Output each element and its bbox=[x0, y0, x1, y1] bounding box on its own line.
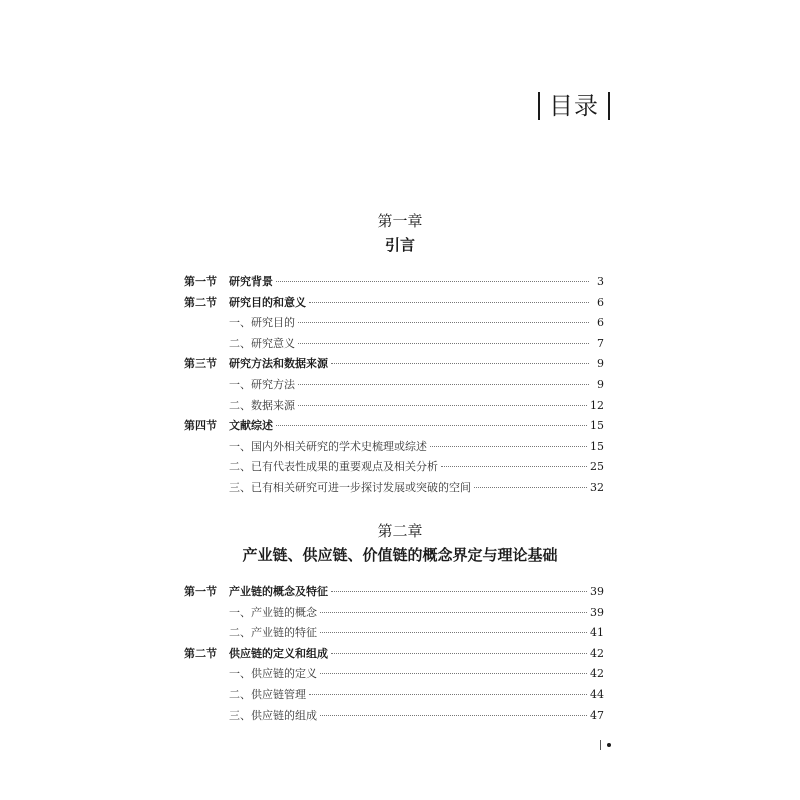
chapter-2-entries bbox=[184, 582, 604, 726]
toc-section-entry[interactable] bbox=[184, 644, 604, 665]
page-number: 12 bbox=[590, 398, 604, 412]
toc-subsection-entry[interactable] bbox=[184, 623, 604, 644]
toc-section-entry[interactable] bbox=[184, 293, 604, 314]
toc-subsection-entry[interactable] bbox=[184, 375, 604, 396]
page-number: 3 bbox=[597, 275, 604, 288]
entry-title: 一、供应链的定义 bbox=[229, 667, 317, 681]
dot-leader bbox=[441, 466, 587, 467]
page-number: 15 bbox=[590, 439, 604, 453]
toc-subsection-entry[interactable] bbox=[184, 478, 604, 499]
entry-title: 三、已有相关研究可进一步探讨发展或突破的空间 bbox=[229, 480, 471, 494]
toc-title: 目录 bbox=[549, 92, 599, 120]
page-number: 7 bbox=[597, 336, 604, 350]
page-number: 42 bbox=[590, 646, 604, 660]
entry-title: 文献综述 bbox=[229, 419, 273, 433]
dot-leader bbox=[331, 363, 589, 364]
toc-heading bbox=[538, 92, 610, 120]
chapter-1-heading bbox=[0, 210, 800, 256]
toc-subsection-entry[interactable] bbox=[184, 396, 604, 417]
dot-leader bbox=[298, 384, 589, 385]
dot-leader bbox=[320, 673, 587, 674]
toc-subsection-entry[interactable] bbox=[184, 457, 604, 478]
toc-subsection-entry[interactable] bbox=[184, 603, 604, 624]
entry-title: 研究方法和数据来源 bbox=[229, 357, 328, 371]
page-number: 9 bbox=[597, 357, 604, 371]
page-number: 39 bbox=[590, 605, 604, 619]
page-number: 6 bbox=[597, 295, 604, 309]
dot-leader bbox=[276, 281, 589, 282]
dot-leader bbox=[320, 612, 587, 613]
page-number: 44 bbox=[590, 687, 604, 701]
page-number: 15 bbox=[590, 419, 604, 433]
heading-right-rule bbox=[608, 92, 610, 120]
dot-leader bbox=[320, 715, 587, 716]
section-number: 第二节 bbox=[184, 295, 217, 309]
dot-leader bbox=[298, 405, 587, 406]
chapter-title: 产业链、供应链、价值链的概念界定与理论基础 bbox=[242, 546, 558, 564]
page-number: 42 bbox=[590, 667, 604, 681]
page-number: 9 bbox=[597, 377, 604, 391]
toc-subsection-entry[interactable] bbox=[184, 437, 604, 458]
dot-leader bbox=[309, 302, 589, 303]
toc-subsection-entry[interactable] bbox=[184, 334, 604, 355]
section-number: 第三节 bbox=[184, 357, 217, 371]
toc-subsection-entry[interactable] bbox=[184, 313, 604, 334]
dot-leader bbox=[298, 322, 589, 323]
entry-title: 二、已有代表性成果的重要观点及相关分析 bbox=[229, 460, 438, 474]
entry-title: 产业链的概念及特征 bbox=[229, 585, 328, 598]
entry-title: 二、产业链的特征 bbox=[229, 626, 317, 640]
entry-title: 研究背景 bbox=[229, 275, 273, 288]
entry-title: 一、研究目的 bbox=[229, 316, 295, 330]
chapter-number: 第二章 bbox=[377, 522, 423, 540]
entry-title: 二、数据来源 bbox=[229, 398, 295, 412]
page-number: 6 bbox=[597, 316, 604, 330]
dot-leader bbox=[331, 591, 587, 592]
toc-subsection-entry[interactable] bbox=[184, 685, 604, 706]
folio-dot bbox=[607, 743, 611, 747]
section-number: 第一节 bbox=[184, 275, 217, 288]
dot-leader bbox=[430, 446, 587, 447]
entry-title: 三、供应链的组成 bbox=[229, 708, 317, 722]
page-number: 39 bbox=[590, 585, 604, 598]
heading-left-rule bbox=[538, 92, 540, 120]
toc-section-entry[interactable] bbox=[184, 272, 604, 293]
chapter-2-heading bbox=[0, 520, 800, 566]
section-number: 第二节 bbox=[184, 646, 217, 660]
dot-leader bbox=[298, 343, 589, 344]
toc-section-entry[interactable] bbox=[184, 582, 604, 603]
dot-leader bbox=[309, 694, 587, 695]
section-number: 第四节 bbox=[184, 419, 217, 433]
entry-title: 供应链的定义和组成 bbox=[229, 646, 328, 660]
dot-leader bbox=[320, 632, 587, 633]
section-number: 第一节 bbox=[184, 585, 217, 598]
entry-title: 二、研究意义 bbox=[229, 336, 295, 350]
page-number: 32 bbox=[590, 480, 604, 494]
toc-subsection-entry[interactable] bbox=[184, 664, 604, 685]
chapter-1-entries bbox=[184, 272, 604, 499]
entry-title: 研究目的和意义 bbox=[229, 295, 306, 309]
chapter-number: 第一章 bbox=[377, 212, 423, 230]
toc-subsection-entry[interactable] bbox=[184, 706, 604, 727]
page-folio bbox=[600, 740, 611, 750]
chapter-title: 引言 bbox=[384, 236, 415, 254]
folio-rule bbox=[600, 740, 601, 750]
entry-title: 一、国内外相关研究的学术史梳理或综述 bbox=[229, 439, 427, 453]
dot-leader bbox=[474, 487, 587, 488]
entry-title: 一、产业链的概念 bbox=[229, 605, 317, 619]
entry-title: 二、供应链管理 bbox=[229, 687, 306, 701]
page-number: 47 bbox=[590, 708, 604, 722]
dot-leader bbox=[276, 425, 587, 426]
entry-title: 一、研究方法 bbox=[229, 377, 295, 391]
toc-section-entry[interactable] bbox=[184, 354, 604, 375]
toc-section-entry[interactable] bbox=[184, 416, 604, 437]
dot-leader bbox=[331, 653, 587, 654]
page-number: 41 bbox=[590, 626, 604, 640]
page-number: 25 bbox=[590, 460, 604, 474]
